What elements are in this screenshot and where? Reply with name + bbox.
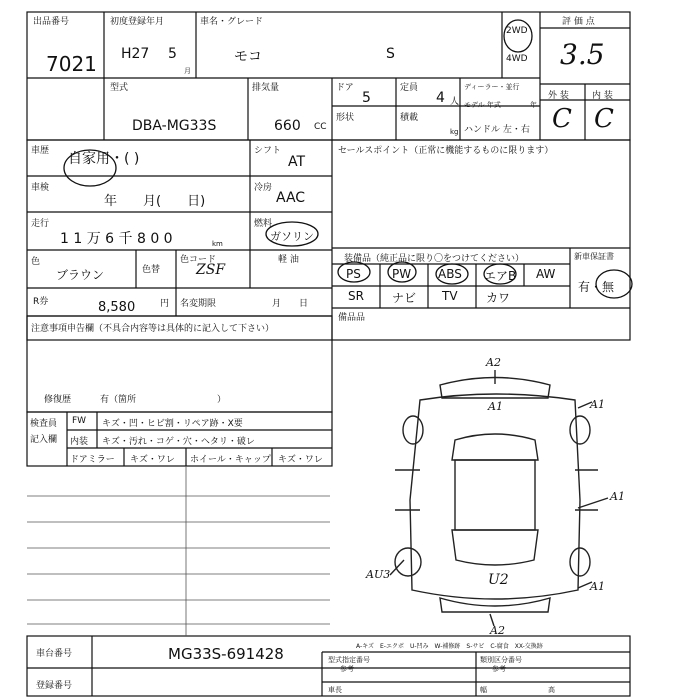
notes-label: 注意事項申告欄（不具合内容等は具体的に記入して下さい） — [31, 324, 275, 334]
car-name-grade-label: 車名・グレード — [200, 17, 264, 27]
loading-unit: kg — [450, 128, 459, 136]
class-code-label: 類別区分番号 — [480, 656, 522, 664]
displacement-label: 排気量 — [252, 83, 280, 93]
equipment-abs: ABS — [438, 267, 462, 281]
mark-hood: A1 — [488, 400, 503, 413]
interior-grade: C — [594, 104, 614, 134]
era-year: H27 — [121, 46, 150, 62]
capacity-label: 定員 — [400, 83, 419, 93]
color-code-label: 色コード — [180, 255, 217, 265]
chassis-number: MG33S-691428 — [168, 645, 284, 663]
capacity: 4 — [436, 90, 445, 106]
mark-rear-bumper: A2 — [490, 624, 505, 637]
mileage: 1 1 万 6 千 8 0 0 — [60, 231, 173, 247]
equipment-aw: AW — [536, 267, 556, 281]
mark-rear-left-wheel: AU3 — [366, 568, 391, 581]
model-code: DBA-MG33S — [132, 118, 217, 134]
mark-right-door: A1 — [610, 490, 625, 503]
dealer-label: ディーラー・並行 — [464, 83, 520, 91]
inspector-label-2: 記入欄 — [30, 435, 58, 445]
aircon-label: 冷房 — [254, 183, 273, 193]
chassis-label: 車台番号 — [36, 649, 73, 659]
mark-rear-fender: A1 — [590, 580, 605, 593]
class-code-ref: 参考 — [492, 665, 506, 673]
drive-4wd: 4WD — [506, 54, 528, 64]
month-unit: 月 — [184, 67, 191, 75]
interior-remarks-label: 内装 — [70, 437, 89, 447]
door-count: 5 — [362, 90, 371, 106]
wheel-remarks: キズ・ワレ — [278, 455, 323, 465]
equipment-ps: PS — [346, 267, 361, 281]
equipment-navi: ナビ — [392, 291, 417, 305]
inspector-label-1: 検査員 — [30, 419, 58, 429]
displacement: 660 — [274, 118, 301, 134]
mark-rear-hatch: U2 — [488, 572, 509, 588]
color-change-label: 色替 — [142, 265, 161, 275]
repair-history: 有（箇所 ） — [100, 395, 227, 405]
exterior-label: 外 装 — [548, 91, 569, 101]
damage-legend: A-キズ E-エクボ U-凹み W-補修跡 S-サビ C-腐食 XX-交換跡 — [356, 643, 543, 650]
door-mirror-label: ドアミラー — [70, 455, 115, 465]
name-change-deadline: 月 日 — [272, 299, 309, 309]
warranty-value: 有・無 — [578, 280, 615, 294]
displacement-unit: CC — [314, 122, 327, 132]
fuel-label: 燃料 — [254, 219, 273, 229]
name-change-label: 名変期限 — [180, 299, 217, 309]
inspection-date: 年 月( 日) — [104, 194, 206, 209]
aircon-type: AAC — [276, 190, 306, 206]
loading-label: 積載 — [400, 113, 419, 123]
shift-type: AT — [288, 154, 306, 170]
model-year-label: モデル 年式 — [464, 101, 501, 109]
sales-point-label: セールスポイント（正常に機能するものに限ります） — [338, 146, 554, 156]
repair-label: 修復歴 — [44, 395, 72, 405]
wheel-label: ホイール・キャップ — [190, 455, 271, 465]
lot-number-label: 出品番号 — [33, 17, 70, 27]
recycle-fee: 8,580 — [98, 300, 136, 315]
color-code: ZSF — [196, 262, 226, 278]
equipment-sr: SR — [348, 289, 364, 303]
door-label: ドア — [336, 83, 354, 93]
model-label: 型式 — [110, 83, 129, 93]
door-mirror-remarks: キズ・ワレ — [130, 455, 175, 465]
handle-label: ハンドル 左・右 — [464, 125, 530, 135]
year-unit: 年 — [530, 101, 537, 109]
equipment-airbag: エアB — [484, 269, 517, 283]
interior-label: 内 装 — [592, 91, 613, 101]
color-label: 色 — [31, 257, 41, 267]
lot-number: 7021 — [46, 52, 97, 76]
vehicle-history: 自家用・( ) — [68, 151, 140, 167]
fuel-type: ガソリン — [270, 230, 314, 243]
warranty-label: 新車保証書 — [574, 252, 614, 261]
shape-label: 形状 — [336, 113, 355, 123]
dim-length-label: 車長 — [328, 686, 342, 694]
registration-month: 5 — [168, 46, 177, 62]
grade: S — [386, 46, 395, 62]
body-color: ブラウン — [56, 268, 105, 282]
equipment-tv: TV — [442, 289, 458, 303]
mileage-unit: km — [212, 240, 223, 248]
mark-front-fender: A1 — [590, 398, 605, 411]
drive-2wd: 2WD — [506, 26, 528, 36]
mark-front-bumper: A2 — [486, 356, 501, 369]
interior-remarks: キズ・汚れ・コゲ・穴・ヘタリ・破レ — [102, 437, 255, 447]
equipment-pw: PW — [392, 267, 412, 281]
accessories-label: 備品品 — [338, 313, 366, 323]
car-name: モコ — [234, 49, 262, 65]
recycle-label: R券 — [33, 297, 49, 307]
recycle-unit: 円 — [160, 299, 170, 309]
fw-remarks: キズ・凹・ヒビ割・リペア跡・X要 — [102, 419, 243, 429]
equipment-leather: カワ — [486, 291, 511, 305]
overall-score: 3.5 — [560, 38, 605, 71]
registration-label: 登録番号 — [36, 681, 73, 691]
equipment-label: 装備品（純正品に限り〇をつけてください） — [344, 254, 525, 264]
shift-label: シフト — [254, 146, 282, 156]
dim-width-label: 幅 — [480, 686, 487, 694]
history-label: 車歴 — [31, 146, 50, 156]
fuel-other: 軽 油 — [278, 255, 299, 265]
exterior-grade: C — [552, 104, 572, 134]
dim-height-label: 高 — [548, 686, 555, 694]
fw-label: FW — [72, 416, 87, 426]
mileage-label: 走行 — [31, 219, 50, 229]
type-spec-ref: 参考 — [340, 665, 354, 673]
first-registration-label: 初度登録年月 — [110, 17, 165, 27]
capacity-unit: 人 — [450, 97, 460, 107]
inspection-label: 車検 — [31, 183, 50, 193]
score-label: 評 価 点 — [562, 17, 595, 27]
type-spec-label: 型式指定番号 — [328, 656, 370, 664]
